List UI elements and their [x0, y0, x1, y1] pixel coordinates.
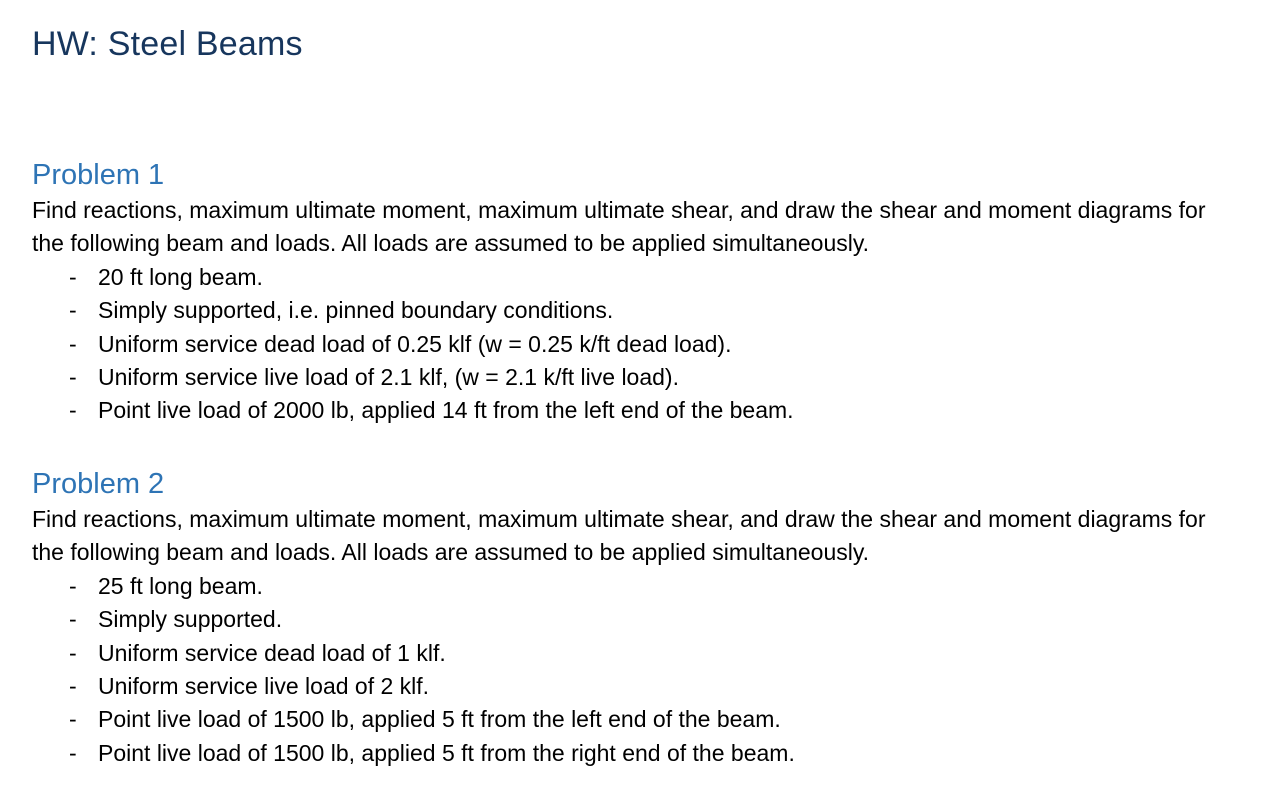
document-title: HW: Steel Beams — [32, 25, 303, 63]
problem-1-load-list — [32, 261, 1252, 428]
problem-1-heading: Problem 1 — [32, 159, 165, 191]
problem-1-intro: Find reactions, maximum ultimate moment, maximum ultimate shear, and draw the shear and moment diagrams for the following beam and loads. All loads are assumed to be applied simultaneously. — [32, 197, 1206, 257]
problem-2-heading: Problem 2 — [32, 468, 165, 500]
list-item — [32, 637, 1252, 670]
problem-1-section — [32, 156, 1252, 428]
bullet-marker: - — [69, 297, 77, 324]
list-item — [32, 670, 1252, 703]
list-item-text: Point live load of 1500 lb, applied 5 ft from the right end of the beam. — [98, 739, 795, 766]
list-item — [32, 570, 1252, 603]
list-item — [32, 328, 1252, 361]
bullet-marker: - — [69, 706, 77, 733]
bullet-marker: - — [69, 363, 77, 390]
list-item-text: Uniform service live load of 2 klf. — [98, 672, 430, 699]
list-item-text: Simply supported, i.e. pinned boundary conditions. — [98, 297, 614, 324]
list-item — [32, 294, 1252, 327]
bullet-marker: - — [69, 572, 77, 599]
list-item-text: 25 ft long beam. — [98, 572, 263, 599]
bullet-marker: - — [69, 672, 77, 699]
list-item-text: Point live load of 2000 lb, applied 14 ft from the left end of the beam. — [98, 397, 794, 424]
list-item — [32, 261, 1252, 294]
problem-2-section — [32, 465, 1252, 770]
list-item-text: Simply supported. — [98, 606, 283, 633]
list-item-text: Uniform service dead load of 0.25 klf (w = 0.25 k/ft dead load). — [98, 330, 732, 357]
list-item — [32, 361, 1252, 394]
list-item — [32, 603, 1252, 636]
list-item-text: Point live load of 1500 lb, applied 5 ft from the left end of the beam. — [98, 706, 781, 733]
list-item-text: Uniform service dead load of 1 klf. — [98, 639, 446, 666]
bullet-marker: - — [69, 639, 77, 666]
bullet-marker: - — [69, 330, 77, 357]
problem-2-load-list — [32, 570, 1252, 770]
bullet-marker: - — [69, 606, 77, 633]
list-item-text: 20 ft long beam. — [98, 263, 263, 290]
bullet-marker: - — [69, 397, 77, 424]
bullet-marker: - — [69, 739, 77, 766]
list-item — [32, 737, 1252, 770]
list-item-text: Uniform service live load of 2.1 klf, (w = 2.1 k/ft live load). — [98, 363, 679, 390]
list-item — [32, 394, 1252, 427]
problem-2-intro: Find reactions, maximum ultimate moment, maximum ultimate shear, and draw the shear and moment diagrams for the following beam and loads. All loads are assumed to be applied simultaneously. — [32, 506, 1206, 566]
bullet-marker: - — [69, 263, 77, 290]
list-item — [32, 703, 1252, 736]
